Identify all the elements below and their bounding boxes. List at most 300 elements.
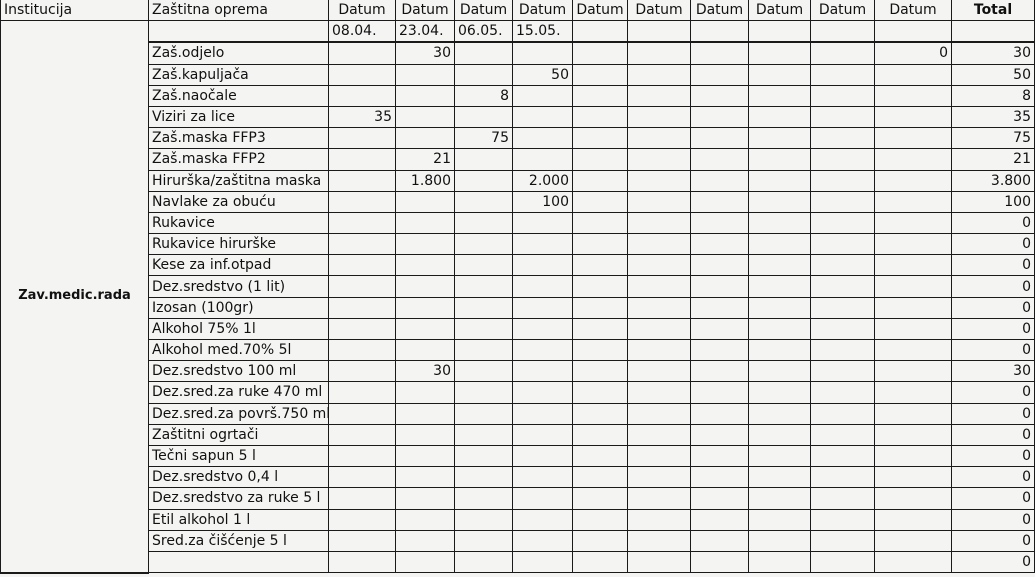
quantity-cell xyxy=(329,424,396,445)
quantity-cell xyxy=(875,551,952,572)
total-cell: 0 xyxy=(952,403,1035,424)
quantity-cell xyxy=(875,382,952,403)
item-name: Dez.sredstvo (1 lit) xyxy=(149,276,329,297)
quantity-cell xyxy=(875,445,952,466)
quantity-cell xyxy=(875,297,952,318)
quantity-cell xyxy=(513,106,573,127)
item-name: Zaš.odjelo xyxy=(149,42,329,64)
quantity-cell xyxy=(329,403,396,424)
quantity-cell xyxy=(329,467,396,488)
quantity-cell xyxy=(811,424,875,445)
quantity-cell xyxy=(875,530,952,551)
total-cell: 0 xyxy=(952,234,1035,255)
quantity-cell xyxy=(396,234,455,255)
quantity-cell xyxy=(455,149,513,170)
quantity-cell xyxy=(691,234,749,255)
total-cell: 0 xyxy=(952,488,1035,509)
institution-name: Zav.medic.rada xyxy=(1,21,149,573)
quantity-cell xyxy=(573,530,628,551)
quantity-cell xyxy=(329,85,396,106)
table-row xyxy=(1,234,1035,255)
quantity-cell xyxy=(513,382,573,403)
quantity-cell xyxy=(513,42,573,64)
quantity-cell xyxy=(396,382,455,403)
quantity-cell xyxy=(811,234,875,255)
item-name: Zaš.kapuljača xyxy=(149,64,329,85)
date-cell: 06.05. xyxy=(455,21,513,43)
quantity-cell xyxy=(811,488,875,509)
quantity-cell xyxy=(513,551,573,572)
table-row xyxy=(1,212,1035,233)
quantity-cell xyxy=(628,403,691,424)
quantity-cell: 1.800 xyxy=(396,170,455,191)
table-row xyxy=(1,488,1035,509)
quantity-cell xyxy=(749,445,811,466)
quantity-cell xyxy=(691,424,749,445)
quantity-cell xyxy=(811,191,875,212)
table-row xyxy=(1,297,1035,318)
quantity-cell xyxy=(811,361,875,382)
date-cell xyxy=(749,21,811,43)
table-row xyxy=(1,106,1035,127)
quantity-cell xyxy=(329,42,396,64)
table-row xyxy=(1,382,1035,403)
total-cell: 0 xyxy=(952,424,1035,445)
quantity-cell: 21 xyxy=(396,149,455,170)
total-cell: 0 xyxy=(952,340,1035,361)
total-cell: 0 xyxy=(952,509,1035,530)
table-row xyxy=(1,403,1035,424)
table-row xyxy=(1,361,1035,382)
total-cell: 0 xyxy=(952,297,1035,318)
item-name: Dez.sredstvo za ruke 5 l xyxy=(149,488,329,509)
datum-header: Datum xyxy=(811,0,875,21)
quantity-cell xyxy=(691,530,749,551)
quantity-cell xyxy=(749,382,811,403)
quantity-cell xyxy=(749,424,811,445)
quantity-cell xyxy=(691,467,749,488)
quantity-cell xyxy=(691,403,749,424)
quantity-cell xyxy=(396,403,455,424)
total-cell: 75 xyxy=(952,128,1035,149)
quantity-cell xyxy=(455,170,513,191)
quantity-cell xyxy=(455,64,513,85)
quantity-cell xyxy=(875,212,952,233)
total-cell: 30 xyxy=(952,42,1035,64)
table-row xyxy=(1,340,1035,361)
datum-header: Datum xyxy=(573,0,628,21)
table-row xyxy=(1,149,1035,170)
datum-header: Datum xyxy=(875,0,952,21)
quantity-cell xyxy=(628,445,691,466)
quantity-cell xyxy=(875,340,952,361)
quantity-cell xyxy=(513,234,573,255)
table-row xyxy=(1,170,1035,191)
total-cell: 0 xyxy=(952,551,1035,572)
quantity-cell xyxy=(875,509,952,530)
quantity-cell xyxy=(811,318,875,339)
quantity-cell xyxy=(749,106,811,127)
quantity-cell xyxy=(455,467,513,488)
quantity-cell xyxy=(691,318,749,339)
item-name: Zaš.naočale xyxy=(149,85,329,106)
quantity-cell xyxy=(811,551,875,572)
quantity-cell xyxy=(573,255,628,276)
quantity-cell xyxy=(455,191,513,212)
table-row xyxy=(1,318,1035,339)
quantity-cell: 35 xyxy=(329,106,396,127)
quantity-cell xyxy=(691,297,749,318)
quantity-cell xyxy=(396,530,455,551)
quantity-cell xyxy=(573,424,628,445)
quantity-cell xyxy=(396,509,455,530)
quantity-cell xyxy=(573,340,628,361)
item-name: Izosan (100gr) xyxy=(149,297,329,318)
quantity-cell xyxy=(749,318,811,339)
date-cell: 08.04. xyxy=(329,21,396,43)
datum-header: Datum xyxy=(628,0,691,21)
quantity-cell: 30 xyxy=(396,42,455,64)
item-name: Hirurška/zaštitna maska xyxy=(149,170,329,191)
quantity-cell xyxy=(628,42,691,64)
quantity-cell xyxy=(749,488,811,509)
item-name: Sred.za čišćenje 5 l xyxy=(149,530,329,551)
date-cell xyxy=(811,21,875,43)
total-cell: 0 xyxy=(952,467,1035,488)
quantity-cell xyxy=(329,361,396,382)
quantity-cell xyxy=(455,551,513,572)
item-name xyxy=(149,551,329,572)
quantity-cell xyxy=(329,445,396,466)
item-name: Dez.sredstvo 0,4 l xyxy=(149,467,329,488)
total-cell: 21 xyxy=(952,149,1035,170)
quantity-cell xyxy=(691,191,749,212)
quantity-cell xyxy=(573,42,628,64)
total-cell: 100 xyxy=(952,191,1035,212)
quantity-cell xyxy=(749,85,811,106)
quantity-cell xyxy=(455,255,513,276)
quantity-cell xyxy=(628,340,691,361)
table-row xyxy=(1,191,1035,212)
quantity-cell xyxy=(455,361,513,382)
date-row xyxy=(1,21,1035,43)
quantity-cell xyxy=(455,106,513,127)
quantity-cell xyxy=(396,297,455,318)
quantity-cell xyxy=(628,382,691,403)
item-name: Navlake za obuću xyxy=(149,191,329,212)
quantity-cell xyxy=(513,255,573,276)
item-name: Dez.sred.za površ.750 ml xyxy=(149,403,329,424)
quantity-cell xyxy=(875,488,952,509)
datum-header: Datum xyxy=(329,0,396,21)
quantity-cell xyxy=(691,255,749,276)
quantity-cell xyxy=(513,361,573,382)
total-cell: 8 xyxy=(952,85,1035,106)
quantity-cell xyxy=(749,340,811,361)
table-row xyxy=(1,551,1035,572)
quantity-cell xyxy=(455,340,513,361)
quantity-cell xyxy=(329,64,396,85)
quantity-cell xyxy=(573,318,628,339)
quantity-cell xyxy=(628,149,691,170)
item-name: Tečni sapun 5 l xyxy=(149,445,329,466)
quantity-cell xyxy=(573,509,628,530)
quantity-cell xyxy=(329,382,396,403)
quantity-cell xyxy=(573,149,628,170)
quantity-cell xyxy=(628,191,691,212)
quantity-cell xyxy=(691,128,749,149)
date-cell: 15.05. xyxy=(513,21,573,43)
quantity-cell xyxy=(691,382,749,403)
table-row xyxy=(1,530,1035,551)
quantity-cell xyxy=(811,128,875,149)
quantity-cell xyxy=(329,128,396,149)
quantity-cell xyxy=(573,128,628,149)
quantity-cell xyxy=(811,64,875,85)
quantity-cell xyxy=(811,276,875,297)
datum-header: Datum xyxy=(396,0,455,21)
quantity-cell xyxy=(628,106,691,127)
quantity-cell xyxy=(628,361,691,382)
quantity-cell xyxy=(691,509,749,530)
total-header: Total xyxy=(952,0,1035,21)
quantity-cell xyxy=(573,382,628,403)
quantity-cell xyxy=(329,318,396,339)
quantity-cell xyxy=(811,297,875,318)
total-cell: 35 xyxy=(952,106,1035,127)
table-row xyxy=(1,509,1035,530)
quantity-cell xyxy=(749,551,811,572)
item-name: Alkohol 75% 1l xyxy=(149,318,329,339)
datum-header: Datum xyxy=(513,0,573,21)
quantity-cell xyxy=(628,467,691,488)
quantity-cell xyxy=(691,42,749,64)
quantity-cell xyxy=(691,445,749,466)
quantity-cell xyxy=(875,191,952,212)
quantity-cell xyxy=(875,149,952,170)
table-row xyxy=(1,255,1035,276)
quantity-cell xyxy=(396,106,455,127)
quantity-cell xyxy=(329,551,396,572)
quantity-cell xyxy=(396,424,455,445)
quantity-cell xyxy=(329,234,396,255)
quantity-cell xyxy=(329,340,396,361)
date-cell xyxy=(691,21,749,43)
quantity-cell xyxy=(628,255,691,276)
quantity-cell xyxy=(396,85,455,106)
quantity-cell xyxy=(691,149,749,170)
quantity-cell xyxy=(513,85,573,106)
datum-header: Datum xyxy=(691,0,749,21)
quantity-cell xyxy=(573,85,628,106)
quantity-cell xyxy=(513,509,573,530)
date-cell xyxy=(628,21,691,43)
quantity-cell xyxy=(628,551,691,572)
quantity-cell xyxy=(396,212,455,233)
datum-header: Datum xyxy=(749,0,811,21)
quantity-cell xyxy=(513,297,573,318)
quantity-cell xyxy=(749,170,811,191)
quantity-cell xyxy=(573,64,628,85)
quantity-cell xyxy=(573,361,628,382)
quantity-cell xyxy=(811,530,875,551)
quantity-cell xyxy=(811,106,875,127)
quantity-cell xyxy=(513,276,573,297)
quantity-cell xyxy=(455,276,513,297)
quantity-cell xyxy=(749,42,811,64)
total-cell: 0 xyxy=(952,445,1035,466)
quantity-cell xyxy=(396,467,455,488)
quantity-cell xyxy=(396,340,455,361)
quantity-cell xyxy=(455,42,513,64)
quantity-cell xyxy=(749,234,811,255)
quantity-cell xyxy=(513,340,573,361)
quantity-cell xyxy=(749,276,811,297)
quantity-cell xyxy=(749,255,811,276)
quantity-cell xyxy=(628,424,691,445)
quantity-cell xyxy=(573,488,628,509)
item-name: Viziri za lice xyxy=(149,106,329,127)
table-row xyxy=(1,64,1035,85)
item-name: Dez.sred.za ruke 470 ml xyxy=(149,382,329,403)
date-cell xyxy=(875,21,952,43)
quantity-cell xyxy=(691,212,749,233)
quantity-cell xyxy=(875,276,952,297)
quantity-cell xyxy=(513,445,573,466)
quantity-cell xyxy=(749,509,811,530)
quantity-cell xyxy=(749,149,811,170)
quantity-cell xyxy=(573,106,628,127)
quantity-cell xyxy=(628,212,691,233)
date-cell: 23.04. xyxy=(396,21,455,43)
total-cell: 0 xyxy=(952,318,1035,339)
quantity-cell xyxy=(329,212,396,233)
quantity-cell xyxy=(329,530,396,551)
table-row xyxy=(1,42,1035,64)
quantity-cell xyxy=(811,403,875,424)
quantity-cell xyxy=(329,149,396,170)
quantity-cell xyxy=(691,85,749,106)
quantity-cell: 75 xyxy=(455,128,513,149)
quantity-cell xyxy=(396,318,455,339)
quantity-cell xyxy=(329,191,396,212)
quantity-cell xyxy=(628,128,691,149)
quantity-cell xyxy=(396,276,455,297)
quantity-cell xyxy=(329,170,396,191)
quantity-cell xyxy=(875,403,952,424)
quantity-cell xyxy=(455,234,513,255)
table-row xyxy=(1,467,1035,488)
quantity-cell xyxy=(573,551,628,572)
quantity-cell: 50 xyxy=(513,64,573,85)
item-name: Rukavice xyxy=(149,212,329,233)
table-row xyxy=(1,85,1035,106)
item-name: Alkohol med.70% 5l xyxy=(149,340,329,361)
quantity-cell xyxy=(875,64,952,85)
quantity-cell xyxy=(513,488,573,509)
quantity-cell xyxy=(396,191,455,212)
quantity-cell xyxy=(811,340,875,361)
item-name: Etil alkohol 1 l xyxy=(149,509,329,530)
table-row xyxy=(1,276,1035,297)
quantity-cell xyxy=(396,64,455,85)
quantity-cell xyxy=(749,297,811,318)
quantity-cell xyxy=(573,467,628,488)
quantity-cell xyxy=(811,85,875,106)
table-row xyxy=(1,445,1035,466)
quantity-cell xyxy=(455,212,513,233)
quantity-cell xyxy=(875,106,952,127)
quantity-cell xyxy=(455,488,513,509)
quantity-cell: 100 xyxy=(513,191,573,212)
quantity-cell xyxy=(691,340,749,361)
quantity-cell: 8 xyxy=(455,85,513,106)
quantity-cell xyxy=(573,297,628,318)
quantity-cell: 30 xyxy=(396,361,455,382)
quantity-cell xyxy=(573,234,628,255)
quantity-cell xyxy=(455,509,513,530)
total-cell: 0 xyxy=(952,382,1035,403)
item-name: Dez.sredstvo 100 ml xyxy=(149,361,329,382)
quantity-cell xyxy=(396,128,455,149)
quantity-cell xyxy=(513,128,573,149)
quantity-cell xyxy=(628,85,691,106)
quantity-cell xyxy=(875,234,952,255)
item-name: Zaš.maska FFP2 xyxy=(149,149,329,170)
quantity-cell xyxy=(691,106,749,127)
date-row-total xyxy=(952,21,1035,43)
quantity-cell xyxy=(691,276,749,297)
quantity-cell xyxy=(875,467,952,488)
quantity-cell: 0 xyxy=(875,42,952,64)
quantity-cell xyxy=(811,42,875,64)
quantity-cell xyxy=(573,212,628,233)
quantity-cell xyxy=(628,276,691,297)
quantity-cell xyxy=(628,64,691,85)
quantity-cell xyxy=(811,509,875,530)
quantity-cell xyxy=(749,64,811,85)
quantity-cell xyxy=(455,403,513,424)
total-cell: 0 xyxy=(952,212,1035,233)
equipment-header: Zaštitna oprema xyxy=(149,0,329,21)
quantity-cell xyxy=(573,403,628,424)
quantity-cell xyxy=(875,424,952,445)
quantity-cell xyxy=(329,297,396,318)
quantity-cell xyxy=(573,445,628,466)
quantity-cell xyxy=(628,297,691,318)
institution-header: Institucija xyxy=(1,0,149,21)
quantity-cell xyxy=(875,85,952,106)
quantity-cell xyxy=(875,318,952,339)
quantity-cell xyxy=(811,467,875,488)
quantity-cell xyxy=(749,467,811,488)
quantity-cell xyxy=(811,149,875,170)
quantity-cell xyxy=(691,488,749,509)
quantity-cell xyxy=(455,445,513,466)
quantity-cell xyxy=(749,530,811,551)
quantity-cell xyxy=(396,551,455,572)
quantity-cell xyxy=(513,149,573,170)
quantity-cell xyxy=(455,424,513,445)
item-name: Zaštitni ogrtači xyxy=(149,424,329,445)
quantity-cell xyxy=(455,530,513,551)
quantity-cell xyxy=(329,276,396,297)
quantity-cell xyxy=(329,255,396,276)
quantity-cell xyxy=(749,212,811,233)
quantity-cell xyxy=(513,403,573,424)
quantity-cell xyxy=(628,530,691,551)
item-name: Zaš.maska FFP3 xyxy=(149,128,329,149)
